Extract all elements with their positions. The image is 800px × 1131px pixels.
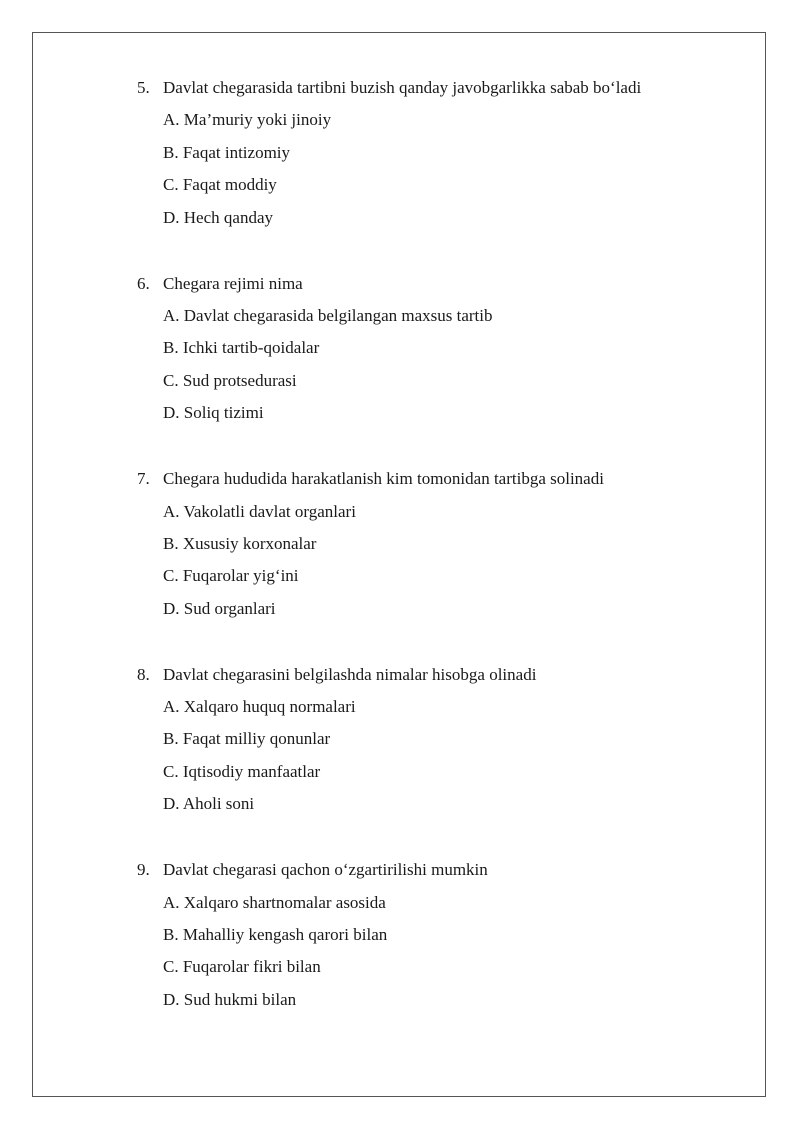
question-text: Davlat chegarasi qachon o‘zgartirilishi mumkin [163, 860, 488, 880]
question-text: Chegara rejimi nima [163, 273, 303, 293]
question-number: 8. [137, 664, 150, 684]
question-list [137, 74, 737, 1052]
question-text: Davlat chegarasini belgilashda nimalar hisobga olinadi [163, 664, 537, 684]
answer-options [137, 693, 737, 818]
question-number: 6. [137, 273, 150, 293]
option-d: D. Aholi soni [163, 794, 255, 814]
option-c: C. Fuqarolar yig‘ini [163, 566, 299, 586]
option-c: C. Fuqarolar fikri bilan [163, 957, 321, 977]
option-a: A. Xalqaro shartnomalar asosida [163, 892, 386, 912]
question-number: 7. [137, 469, 150, 489]
question-8 [137, 661, 737, 819]
option-b: B. Xususiy korxonalar [163, 533, 317, 553]
option-a: A. Vakolatli davlat organlari [163, 501, 356, 521]
option-b: B. Faqat milliy qonunlar [163, 729, 331, 749]
answer-options [137, 889, 737, 1014]
answer-options [137, 498, 737, 623]
question-stem [137, 270, 737, 298]
question-number: 5. [137, 78, 150, 97]
question-text: Davlat chegarasida tartibni buzish qanday javobgarlikka sabab bo‘ladi [163, 78, 642, 97]
option-a: A. Ma’muriy yoki jinoiy [163, 110, 332, 130]
question-stem [137, 465, 737, 493]
option-b: B. Faqat intizomiy [163, 142, 291, 162]
answer-options [137, 106, 737, 231]
question-stem [137, 856, 737, 884]
question-6 [137, 270, 737, 428]
option-d: D. Hech qanday [163, 207, 273, 227]
option-d: D. Sud organlari [163, 598, 276, 618]
option-c: C. Faqat moddiy [163, 175, 277, 195]
option-c: C. Sud protsedurasi [163, 370, 297, 390]
option-d: D. Soliq tizimi [163, 403, 264, 423]
answer-options [137, 302, 737, 427]
question-text: Chegara hududida harakatlanish kim tomonidan tartibga solinadi [163, 469, 604, 489]
question-stem [137, 661, 737, 689]
option-b: B. Mahalliy kengash qarori bilan [163, 925, 388, 945]
question-7 [137, 465, 737, 623]
option-d: D. Sud hukmi bilan [163, 989, 297, 1009]
question-5 [137, 74, 737, 232]
question-stem [137, 74, 737, 102]
option-a: A. Xalqaro huquq normalari [163, 697, 356, 717]
question-number: 9. [137, 860, 150, 880]
question-9 [137, 856, 737, 1014]
option-b: B. Ichki tartib-qoidalar [163, 338, 320, 358]
option-c: C. Iqtisodiy manfaatlar [163, 761, 321, 781]
option-a: A. Davlat chegarasida belgilangan maxsus tartib [163, 305, 493, 325]
